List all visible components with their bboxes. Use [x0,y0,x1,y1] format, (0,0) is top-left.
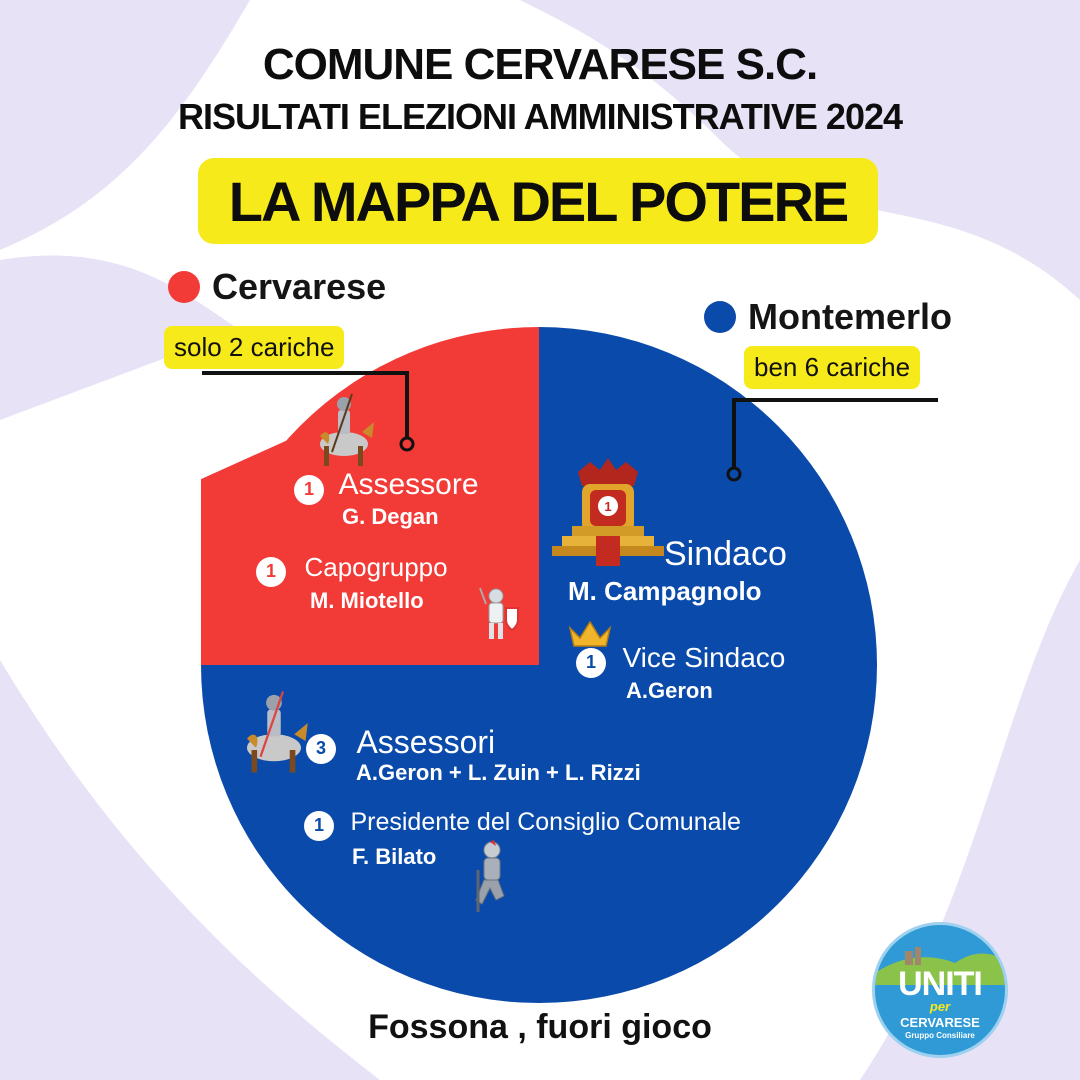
role-label-sindaco: Sindaco [664,535,787,573]
role-label: Assessori [356,724,496,760]
count-badge: 1 [256,557,286,587]
knight-on-horse-icon [312,392,376,468]
logo-text-gruppo: Gruppo Consiliare [905,1031,975,1040]
legend-cervarese [168,266,386,308]
role-name: M. Miotello [310,588,424,613]
count-badge: 1 [304,811,334,841]
role-name: F. Bilato [352,844,437,869]
logo-text-uniti: UNITI [898,965,982,1003]
tag-cervarese: solo 2 cariche [164,326,344,369]
callout-dot-montemerlo [728,468,740,480]
role-name: A.Geron + L. Zuin + L. Rizzi [356,760,641,785]
role-presidente [304,808,741,841]
tag-montemerlo: ben 6 cariche [744,346,920,389]
knight-with-shield-icon [476,586,522,642]
logo-text-cervarese: CERVARESE [900,1015,980,1030]
footer-note: Fossona , fuori gioco [368,1008,712,1046]
role-name: A.Geron [626,678,713,703]
role-name-sindaco: M. Campagnolo [568,576,762,606]
legend-dot-cervarese [168,271,200,303]
role-label: Capogruppo [304,552,448,582]
legend-dot-montemerlo [704,301,736,333]
knight-on-horse-icon [238,684,310,780]
role-assessori [306,724,495,764]
role-label: Vice Sindaco [622,642,786,673]
legend-montemerlo [704,296,952,338]
highlight-title: LA MAPPA DEL POTERE [198,158,878,244]
callout-dot-cervarese [401,438,413,450]
role-capogruppo-cervarese [256,552,448,587]
role-assessore-cervarese [294,468,479,505]
count-badge: 1 [576,648,606,678]
role-vice-sindaco [576,642,785,678]
role-name: G. Degan [342,504,439,529]
header-line-1: COMUNE CERVARESE S.C. [262,40,818,89]
header-line-2: RISULTATI ELEZIONI AMMINISTRATIVE 2024 [177,96,903,137]
role-label: Assessore [338,468,479,501]
count-badge: 3 [306,734,336,764]
role-label: Presidente del Consiglio Comunale [350,808,741,836]
uniti-per-cervarese-logo [872,922,1008,1058]
legend-label-montemerlo: Montemerlo [748,296,953,337]
count-badge: 1 [294,475,324,505]
kneeling-knight-icon [470,840,512,914]
logo-text-per: per [929,999,951,1014]
legend-label-cervarese: Cervarese [212,266,387,307]
svg-text:1: 1 [604,499,612,514]
throne-icon [548,456,668,574]
